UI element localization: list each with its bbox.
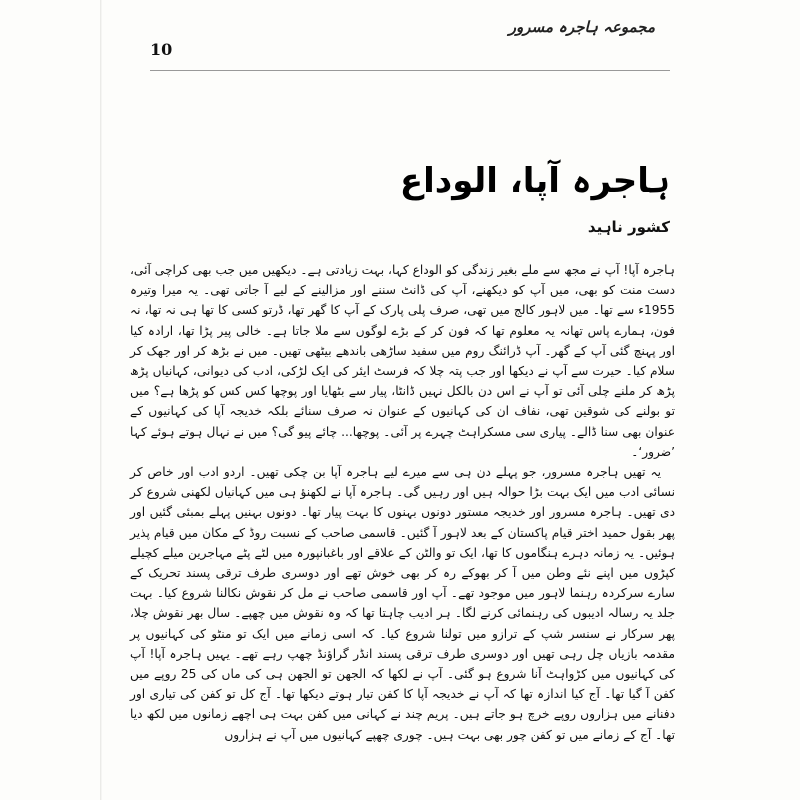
scan-edge-shadow: [100, 0, 102, 800]
page-number: 10: [150, 40, 173, 59]
running-title: مجموعہ ہاجرہ مسرور: [508, 18, 655, 36]
author-name: کشور ناہید: [587, 218, 670, 236]
chapter-title: ہاجرہ آپا، الوداع: [399, 161, 670, 201]
body-text: [130, 260, 675, 745]
header-divider: [150, 70, 670, 71]
paragraph: ہاجرہ آپا! آپ نے مجھ سے ملے بغیر زندگی کو الوداع کہا، بہت زیادتی ہے۔ دیکھیں میں جب بھی کراچی آئی، دست منت کو بھی، میں آپ کو دیکھنے، آپ کی ڈانٹ سننے اور مزالینے کے لیے آ جاتی تھی۔ یہ میرا وتیرہ 1955ء سے تھا۔ میں لاہور کالج میں تھی، صرف پلی پارک کے آپ کا گھر تھا، ڈرتو کسی کا تھا ہی نہ تھا، نہ فون، ہمارے پاس تھانہ یہ معلوم تھا کہ فون کر کے بڑے لوگوں سے ملا جاتا ہے۔ خالی پیر پڑا تھا، ارادہ کیا اور پہنچ گئی آپ کے گھر۔ آپ ڈرائنگ روم میں سفید ساڑھی باندھے بیٹھی تھیں۔ میں نے بڑھ کر اور جھک کر سلام کیا۔ حیرت سے آپ نے دیکھا اور جب پتہ چلا کہ فرسٹ ایئر کی ایک لڑکی، ادب کی دیوانی، کہانیاں پڑھ پڑھ کر ملنے چلی آئی تو آپ نے اس دن بالکل نہیں ڈانٹا، پیار سے بٹھایا اور پوچھا کس کس کو پڑھا ہے؟ میں تو بولنے کی شوقین تھی، نفاف ان کی کہانیوں کے عنوان نہ صرف سنائے بلکہ خدیجہ آپا کی کہانیوں کے عنوان بھی سنا ڈالے۔ پیاری سی مسکراہٹ چہرے پر آئی۔ پوچھا... چائے پیو گی؟ میں نے نہال ہوتے ہوئے کہا ’ضرور‘۔: [130, 263, 675, 459]
paragraph: یہ تھیں ہاجرہ مسرور، جو پہلے دن ہی سے میرے لیے ہاجرہ آپا بن چکی تھیں۔ اردو ادب اور خاص کر نسائی ادب میں ایک بہت بڑا حوالہ ہیں اور رہیں گی۔ ہاجرہ آپا نے لکھنؤ ہی میں کہانیاں لکھنی شروع کر دی تھیں۔ ہاجرہ مسرور اور خدیجہ مستور دونوں بہنوں کا بہت پیار تھا۔ دونوں بہنیں پہلے بمبئی گئیں اور پھر بقول حمید اختر قیام پاکستان کے بعد لاہور آ گئیں۔ قاسمی صاحب کے نسبت روڈ کے مکان میں قیام پذیر ہوئیں۔ یہ زمانہ دہرے ہنگاموں کا تھا، ایک تو والٹن کے علاقے اور باغبانپورہ میں لٹے پٹے مہاجرین میلے کچیلے کپڑوں میں اپنے نئے وطن میں آ کر بھوکے رہ کر بھی خوش تھے اور دوسری طرف ترقی پسند تحریک کے سارے سرکردہ رہنما لاہور میں موجود تھے۔ آپ اور قاسمی صاحب نے مل کر نقوش نکالنا شروع کیا۔ بہت جلد یہ رسالہ ادیبوں کی رہنمائی کرنے لگا۔ ہر ادیب چاہتا تھا کہ وہ نقوش میں چھپے۔ سال بھر نقوش چلا، پھر سرکار نے سنسر شپ کے ترازو میں تولنا شروع کیا۔ کہ اسی زمانے میں ایک تو منٹو کی کہانیوں پر مقدمہ بازیاں چل رہی تھیں اور دوسری طرف ترقی پسند انڈر گراؤنڈ چھپ رہے تھے۔ یہیں ہاجرہ آپا! آپ کی کہانیوں میں کڑواہٹ آنا شروع ہو گئی۔ آپ نے لکھا کہ الجھن تو الجھن ہی کی ماں کی 25 روپے میں کفن آ گیا تھا۔ آج کیا اندازہ تھا کہ آپ نے خدیجہ آپا کا کفن تیار ہوتے دیکھا تھا۔ آج کل تو کفن کی تیاری اور دفنانے میں ہزاروں روپے خرچ ہو جاتے ہیں۔ پریم چند نے کہانی میں کفن بہت ہی اچھے زمانوں میں لکھ دیا تھا۔ آج کے زمانے میں تو کفن چور بھی بہت ہیں۔ چوری چھپے کہانیوں میں آپ نے ہزاروں: [130, 465, 675, 742]
